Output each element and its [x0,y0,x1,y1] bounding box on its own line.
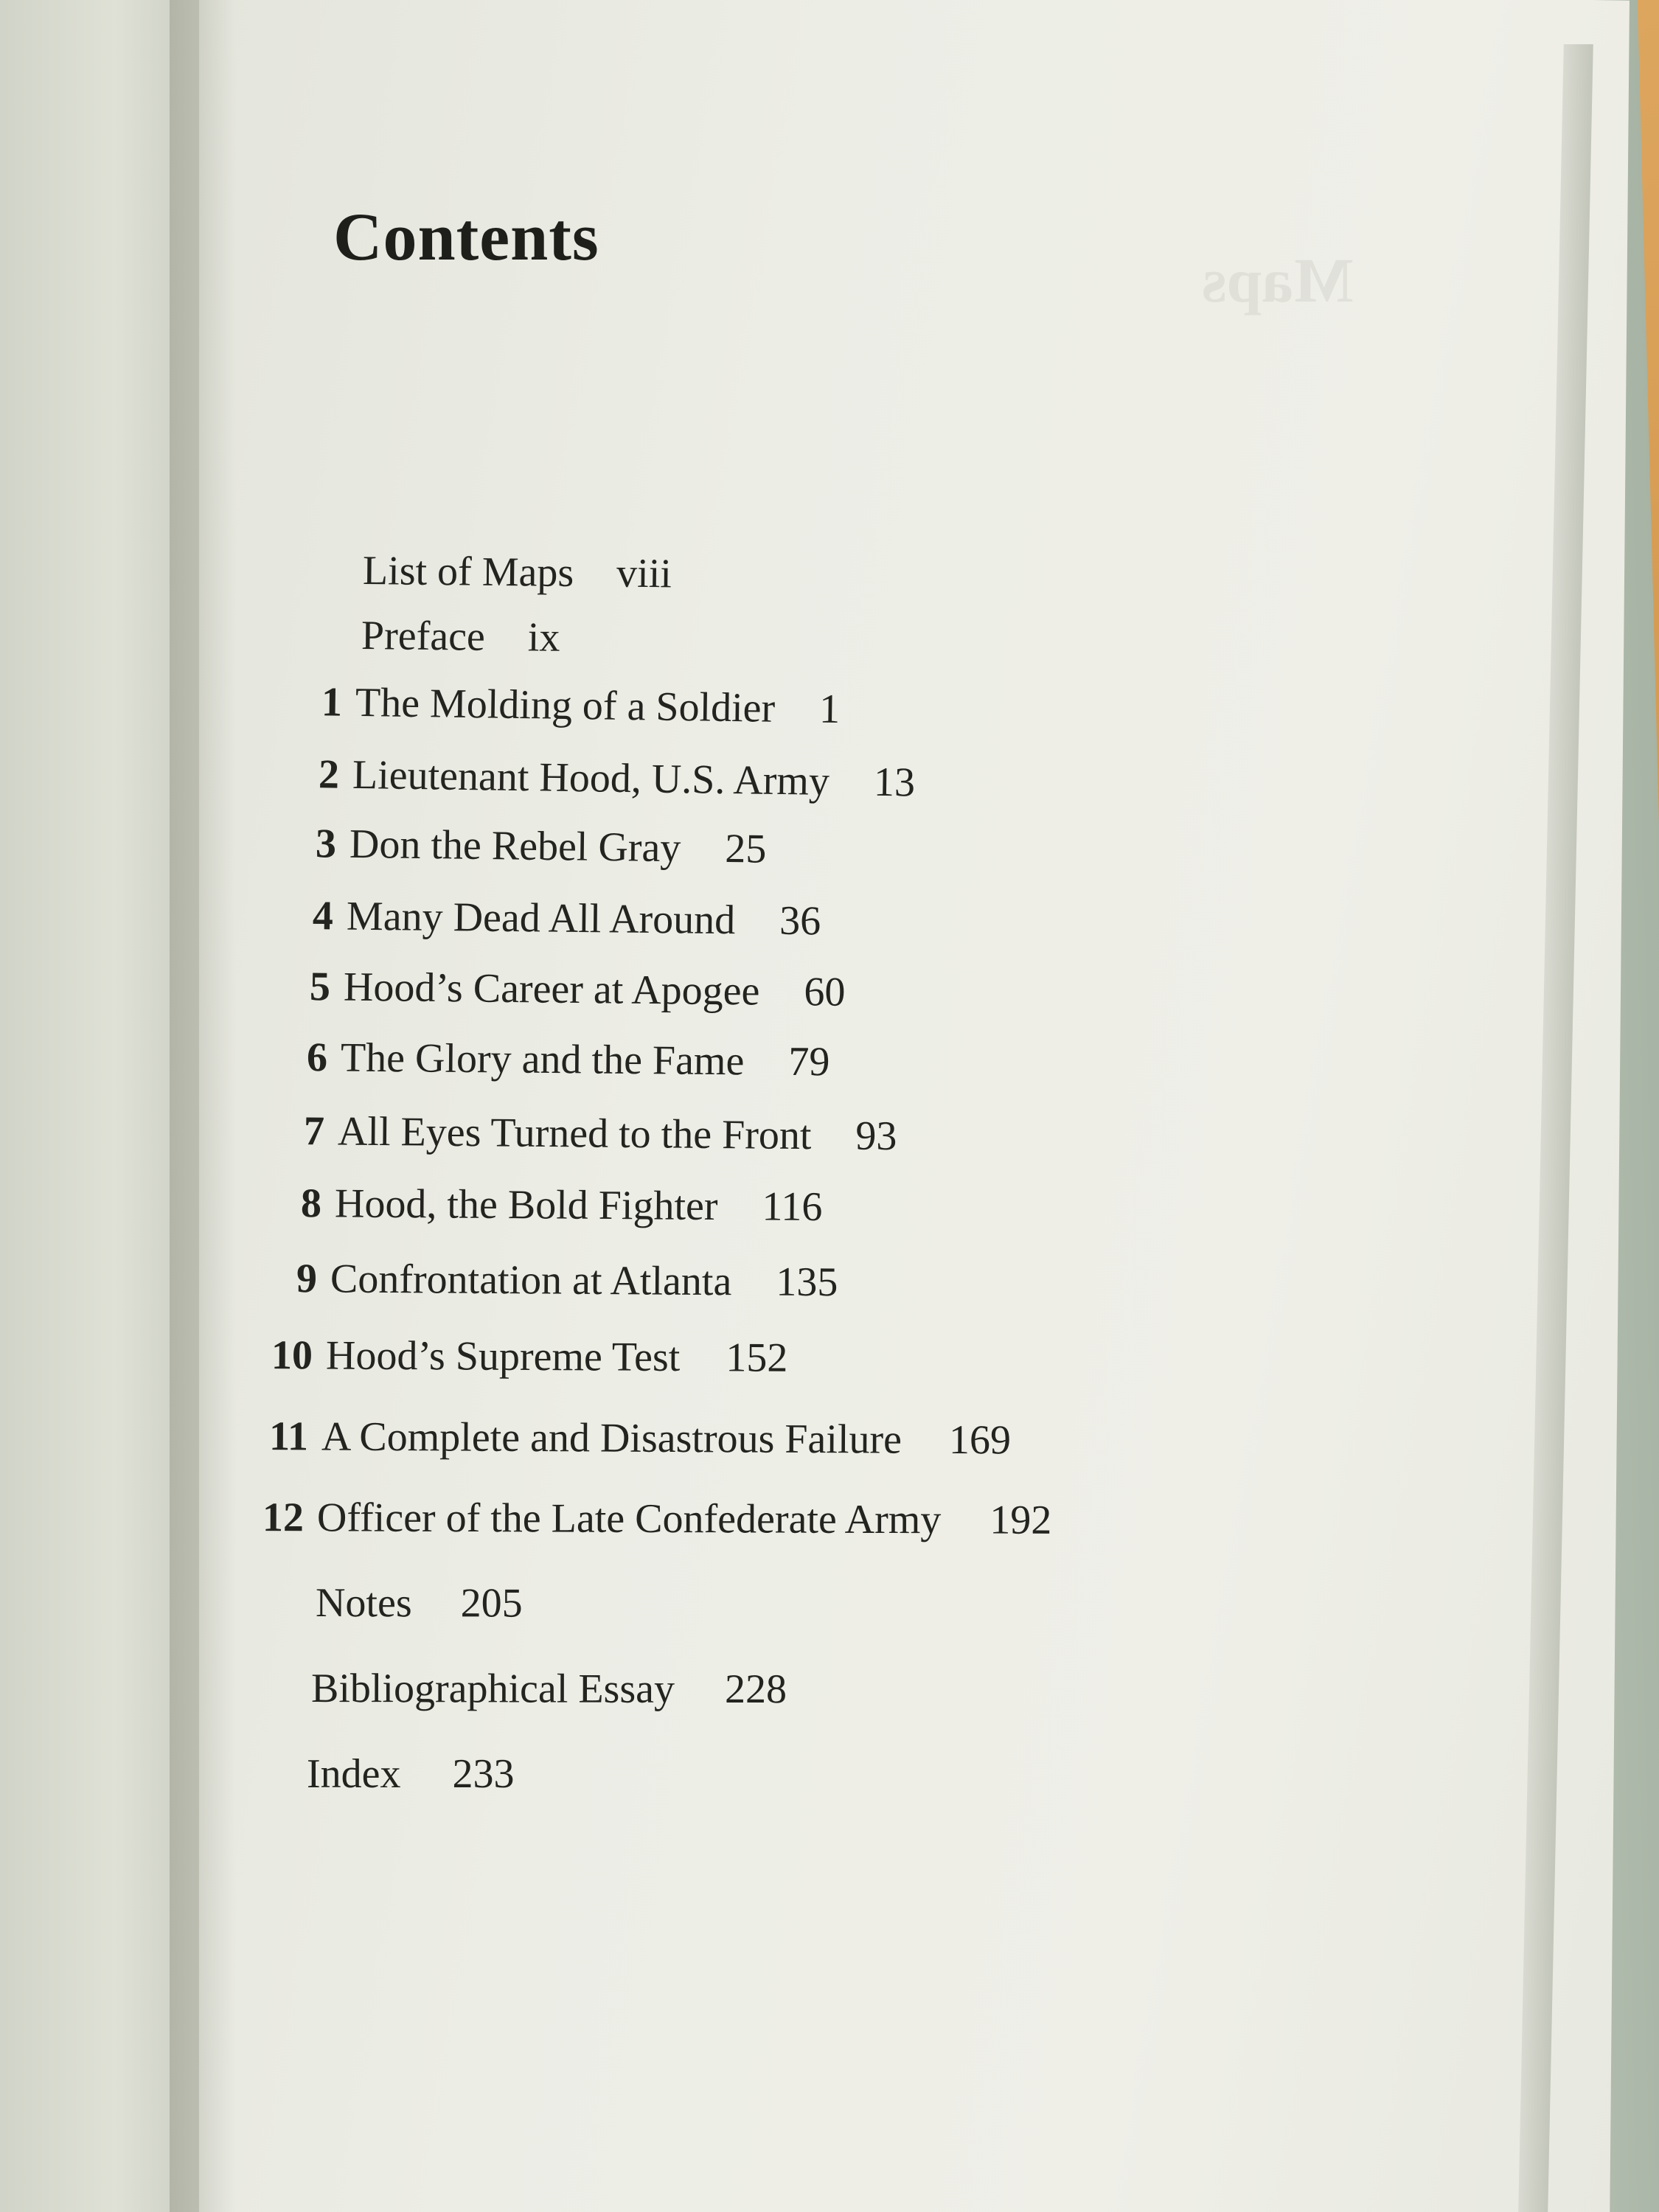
chapter-page: 152 [726,1335,788,1381]
chapter-title: Officer of the Late Confederate Army [316,1495,942,1543]
toc-chapter-1 [310,678,841,733]
toc-entry-index [307,1750,515,1798]
chapter-title: Lieutenant Hood, U.S. Army [352,751,830,804]
toc-chapter-9 [285,1255,838,1306]
chapter-title: Don the Rebel Gray [349,821,681,872]
toc-entry-preface [361,612,560,661]
chapter-number: 2 [318,751,340,798]
toc-entry-title: Preface [361,613,486,660]
chapter-number: 9 [296,1256,318,1302]
chapter-number: 12 [262,1495,305,1541]
chapter-title: Hood’s Career at Apogee [343,964,760,1015]
page-title: Contents [333,199,599,274]
toc-entry-title: Index [307,1751,401,1797]
chapter-title: Many Dead All Around [346,893,736,944]
toc-entry-page: 228 [724,1666,787,1713]
toc-chapter-10 [255,1332,788,1382]
toc-chapter-5 [298,963,846,1016]
chapter-page: 169 [948,1416,1012,1464]
chapter-number: 8 [300,1180,322,1227]
toc-chapter-8 [289,1180,823,1231]
chapter-number: 3 [315,821,337,867]
toc-chapter-2 [307,751,916,807]
chapter-number: 11 [268,1413,309,1460]
chapter-number: 7 [303,1108,325,1155]
chapter-title: Hood’s Supreme Test [325,1332,681,1381]
chapter-page: 116 [762,1183,823,1231]
chapter-page: 36 [779,897,821,945]
book-gutter [170,0,236,2212]
chapter-page: 135 [776,1259,838,1306]
toc-entry-title: List of Maps [362,548,574,596]
toc-chapter-3 [304,820,767,873]
toc-chapter-4 [301,892,821,945]
chapter-title: The Glory and the Fame [340,1034,745,1085]
chapter-title: All Eyes Turned to the Front [337,1108,812,1159]
toc-entry-list-of-maps [363,547,672,597]
chapter-page: 192 [990,1497,1052,1543]
chapter-title: A Complete and Disastrous Failure [321,1413,902,1463]
chapter-page: 79 [788,1038,830,1085]
chapter-number: 10 [271,1332,313,1379]
chapter-page: 60 [804,969,846,1015]
toc-chapter-12 [246,1494,1052,1544]
contents-page [199,0,1630,2212]
chapter-title: Confrontation at Atlanta [330,1256,732,1305]
chapter-page: 93 [855,1113,897,1160]
toc-chapter-7 [292,1107,897,1160]
chapter-number: 6 [306,1034,328,1081]
toc-entry-notes [316,1579,523,1627]
toc-entry-page: ix [527,614,560,661]
toc-chapter-6 [295,1034,830,1085]
bleed-through-title: Maps [1202,245,1354,316]
toc-entry-title: Bibliographical Essay [310,1666,675,1712]
chapter-page: 1 [818,686,841,733]
chapter-page: 25 [725,825,767,872]
toc-entry-page: 205 [460,1580,523,1627]
toc-entry-page: viii [616,550,672,597]
chapter-title: Hood, the Bold Fighter [334,1180,718,1230]
chapter-number: 5 [309,964,331,1010]
chapter-number: 1 [321,679,343,726]
chapter-page: 13 [873,759,916,806]
toc-entry-title: Notes [315,1580,412,1627]
toc-chapter-11 [251,1413,1011,1464]
chapter-title: The Molding of a Soldier [355,679,776,731]
toc-entry-page: 233 [452,1751,515,1797]
toc-entry-bibliographical-essay [311,1665,787,1713]
chapter-number: 4 [312,893,334,939]
